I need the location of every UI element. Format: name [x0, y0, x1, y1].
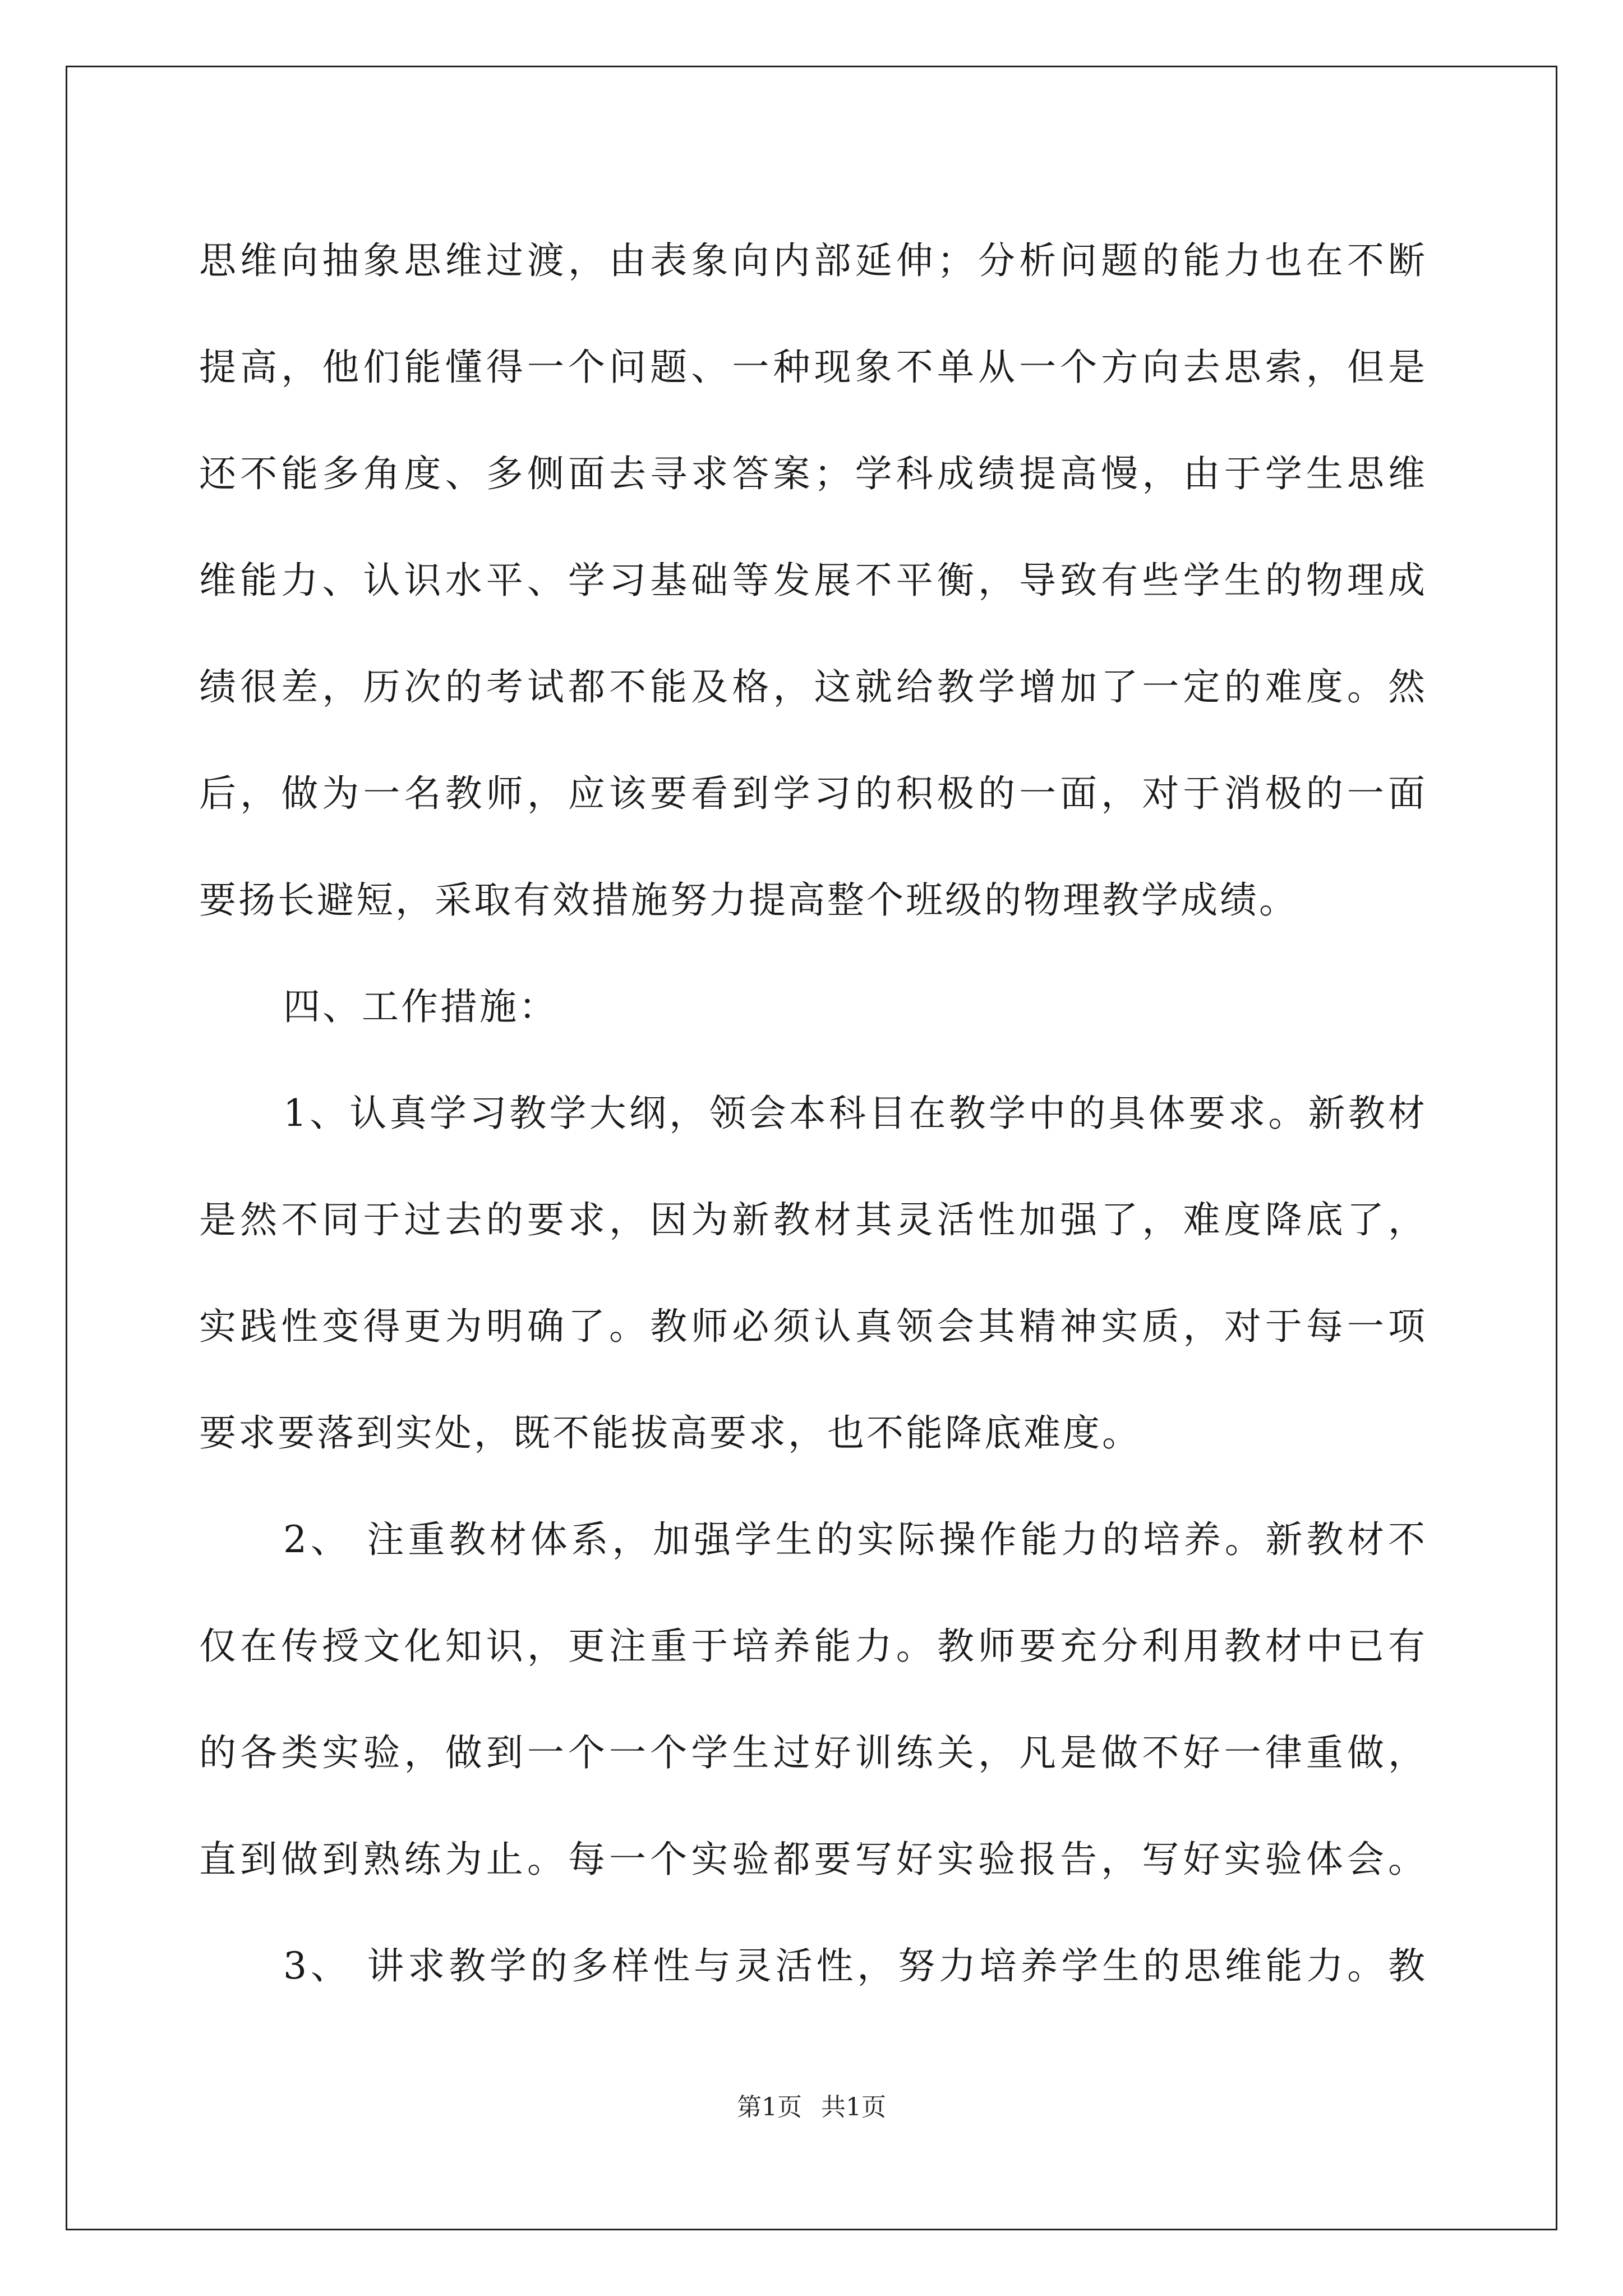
body-line: 绩很差，历次的考试都不能及格，这就给教学增加了一定的难度。然 [199, 665, 1427, 708]
item-2-first-line: 2、 注重教材体系，加强学生的实际操作能力的培养。新教材不 [283, 1518, 1427, 1561]
page-number: 第1页 [737, 2093, 802, 2122]
body-line: 的各类实验，做到一个一个学生过好训练关，凡是做不好一律重做， [199, 1731, 1427, 1774]
body-line: 直到做到熟练为止。每一个实验都要写好实验报告，写好实验体会。 [199, 1838, 1427, 1881]
body-line: 维能力、认识水平、学习基础等发展不平衡，导致有些学生的物理成 [199, 559, 1427, 602]
body-line: 提高，他们能懂得一个问题、一种现象不单从一个方向去思索，但是 [199, 346, 1427, 389]
body-line: 实践性变得更为明确了。教师必须认真领会其精神实质，对于每一项 [199, 1305, 1427, 1348]
document-body [199, 208, 1427, 2019]
page-footer [0, 2087, 1623, 2123]
body-line: 是然不同于过去的要求，因为新教材其灵活性加强了，难度降底了， [199, 1198, 1427, 1241]
item-1-first-line: 1、认真学习教学大纲，领会本科目在教学中的具体要求。新教材 [283, 1092, 1427, 1135]
body-line: 思维向抽象思维过渡，由表象向内部延伸；分析问题的能力也在不断 [199, 239, 1427, 282]
body-line-paragraph-end: 要扬长避短，采取有效措施努力提高整个班级的物理教学成绩。 [199, 878, 1298, 922]
body-line: 后，做为一名教师，应该要看到学习的积极的一面，对于消极的一面 [199, 772, 1427, 815]
body-line: 还不能多角度、多侧面去寻求答案；学科成绩提高慢，由于学生思维 [199, 452, 1427, 495]
item-3-first-line: 3、 讲求教学的多样性与灵活性，努力培养学生的思维能力。教 [283, 1944, 1427, 1987]
total-pages: 共1页 [821, 2093, 886, 2122]
body-line-paragraph-end: 要求要落到实处，既不能拔高要求，也不能降底难度。 [199, 1411, 1141, 1455]
section-heading: 四、工作措施： [283, 985, 558, 1028]
body-line: 仅在传授文化知识，更注重于培养能力。教师要充分利用教材中已有 [199, 1625, 1427, 1668]
